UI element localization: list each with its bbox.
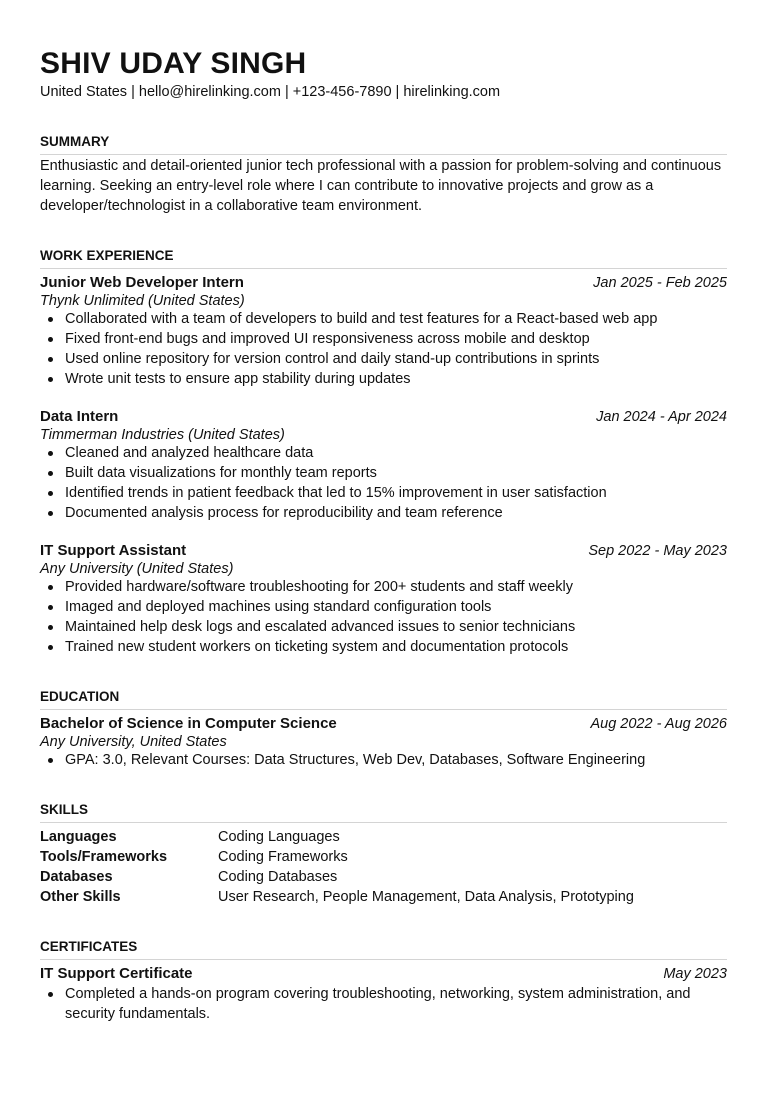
skill-value: Coding Databases xyxy=(218,869,338,885)
entry-date: Sep 2022 - May 2023 xyxy=(588,543,727,559)
bullet-item: GPA: 3.0, Relevant Courses: Data Structures, Web Dev, Databases, Software Engineering xyxy=(40,750,727,770)
certificates-section xyxy=(40,937,727,1024)
degree-title: Bachelor of Science in Computer Science xyxy=(40,715,337,732)
job-entry xyxy=(40,407,727,523)
company-name: Thynk Unlimited (United States) xyxy=(40,293,245,309)
section-heading: EDUCATION xyxy=(40,687,727,710)
bullet-item: Collaborated with a team of developers to build and test features for a React-based web app xyxy=(40,309,727,329)
skill-row xyxy=(40,827,727,847)
section-heading: SUMMARY xyxy=(40,132,727,155)
certificate-title: IT Support Certificate xyxy=(40,965,193,982)
job-entry xyxy=(40,273,727,389)
contact-line: United States | hello@hirelinking.com | +123-456-7890 | hirelinking.com xyxy=(40,84,501,100)
section-heading: CERTIFICATES xyxy=(40,937,727,960)
summary-text: Enthusiastic and detail-oriented junior tech professional with a passion for problem-solving and continuous learning. Seeking an entry-level role where I can contribute to innovative projects and grow as a developer/technologist in a collaborative team environment. xyxy=(40,158,722,214)
skills-section xyxy=(40,800,727,907)
education-section xyxy=(40,687,727,770)
skill-label: Other Skills xyxy=(40,889,121,905)
bullet-item: Fixed front-end bugs and improved UI responsiveness across mobile and desktop xyxy=(40,329,727,349)
skill-label: Tools/Frameworks xyxy=(40,849,168,865)
skill-label: Databases xyxy=(40,869,113,885)
skill-row xyxy=(40,847,727,867)
bullet-item: Provided hardware/software troubleshooting for 200+ students and staff weekly xyxy=(40,577,727,597)
bullet-item: Cleaned and analyzed healthcare data xyxy=(40,443,727,463)
skill-label: Languages xyxy=(40,829,117,845)
company-name: Any University (United States) xyxy=(40,561,234,577)
entry-date: May 2023 xyxy=(663,966,727,982)
entry-date: Aug 2022 - Aug 2026 xyxy=(590,716,727,732)
skill-value: Coding Languages xyxy=(218,829,340,845)
job-entry xyxy=(40,541,727,657)
school-name: Any University, United States xyxy=(40,734,227,750)
job-title: Data Intern xyxy=(40,408,119,425)
entry-date: Jan 2025 - Feb 2025 xyxy=(593,275,727,291)
candidate-name: SHIV UDAY SINGH xyxy=(40,47,307,80)
bullet-item: Imaged and deployed machines using standard configuration tools xyxy=(40,597,727,617)
bullet-item: Identified trends in patient feedback that led to 15% improvement in user satisfaction xyxy=(40,483,727,503)
entry-date: Jan 2024 - Apr 2024 xyxy=(596,409,727,425)
education-entry xyxy=(40,714,727,770)
certificate-entry xyxy=(40,964,727,1024)
company-name: Timmerman Industries (United States) xyxy=(40,427,285,443)
job-title: Junior Web Developer Intern xyxy=(40,274,244,291)
bullet-item: Documented analysis process for reproducibility and team reference xyxy=(40,503,727,523)
bullet-item: Used online repository for version control and daily stand-up contributions in sprints xyxy=(40,349,727,369)
bullet-item: Wrote unit tests to ensure app stability during updates xyxy=(40,369,727,389)
section-heading: SKILLS xyxy=(40,800,727,823)
bullet-item: Completed a hands-on program covering troubleshooting, networking, system administration, and security fundamentals. xyxy=(40,984,727,1024)
section-heading: WORK EXPERIENCE xyxy=(40,246,727,269)
summary-section xyxy=(40,132,727,216)
work-experience-section xyxy=(40,246,727,657)
skill-row xyxy=(40,887,727,907)
skill-value: Coding Frameworks xyxy=(218,849,348,865)
skill-value: User Research, People Management, Data Analysis, Prototyping xyxy=(218,889,634,905)
bullet-item: Built data visualizations for monthly team reports xyxy=(40,463,727,483)
skill-row xyxy=(40,867,727,887)
bullet-item: Trained new student workers on ticketing system and documentation protocols xyxy=(40,637,727,657)
job-title: IT Support Assistant xyxy=(40,542,187,559)
bullet-item: Maintained help desk logs and escalated advanced issues to senior technicians xyxy=(40,617,727,637)
